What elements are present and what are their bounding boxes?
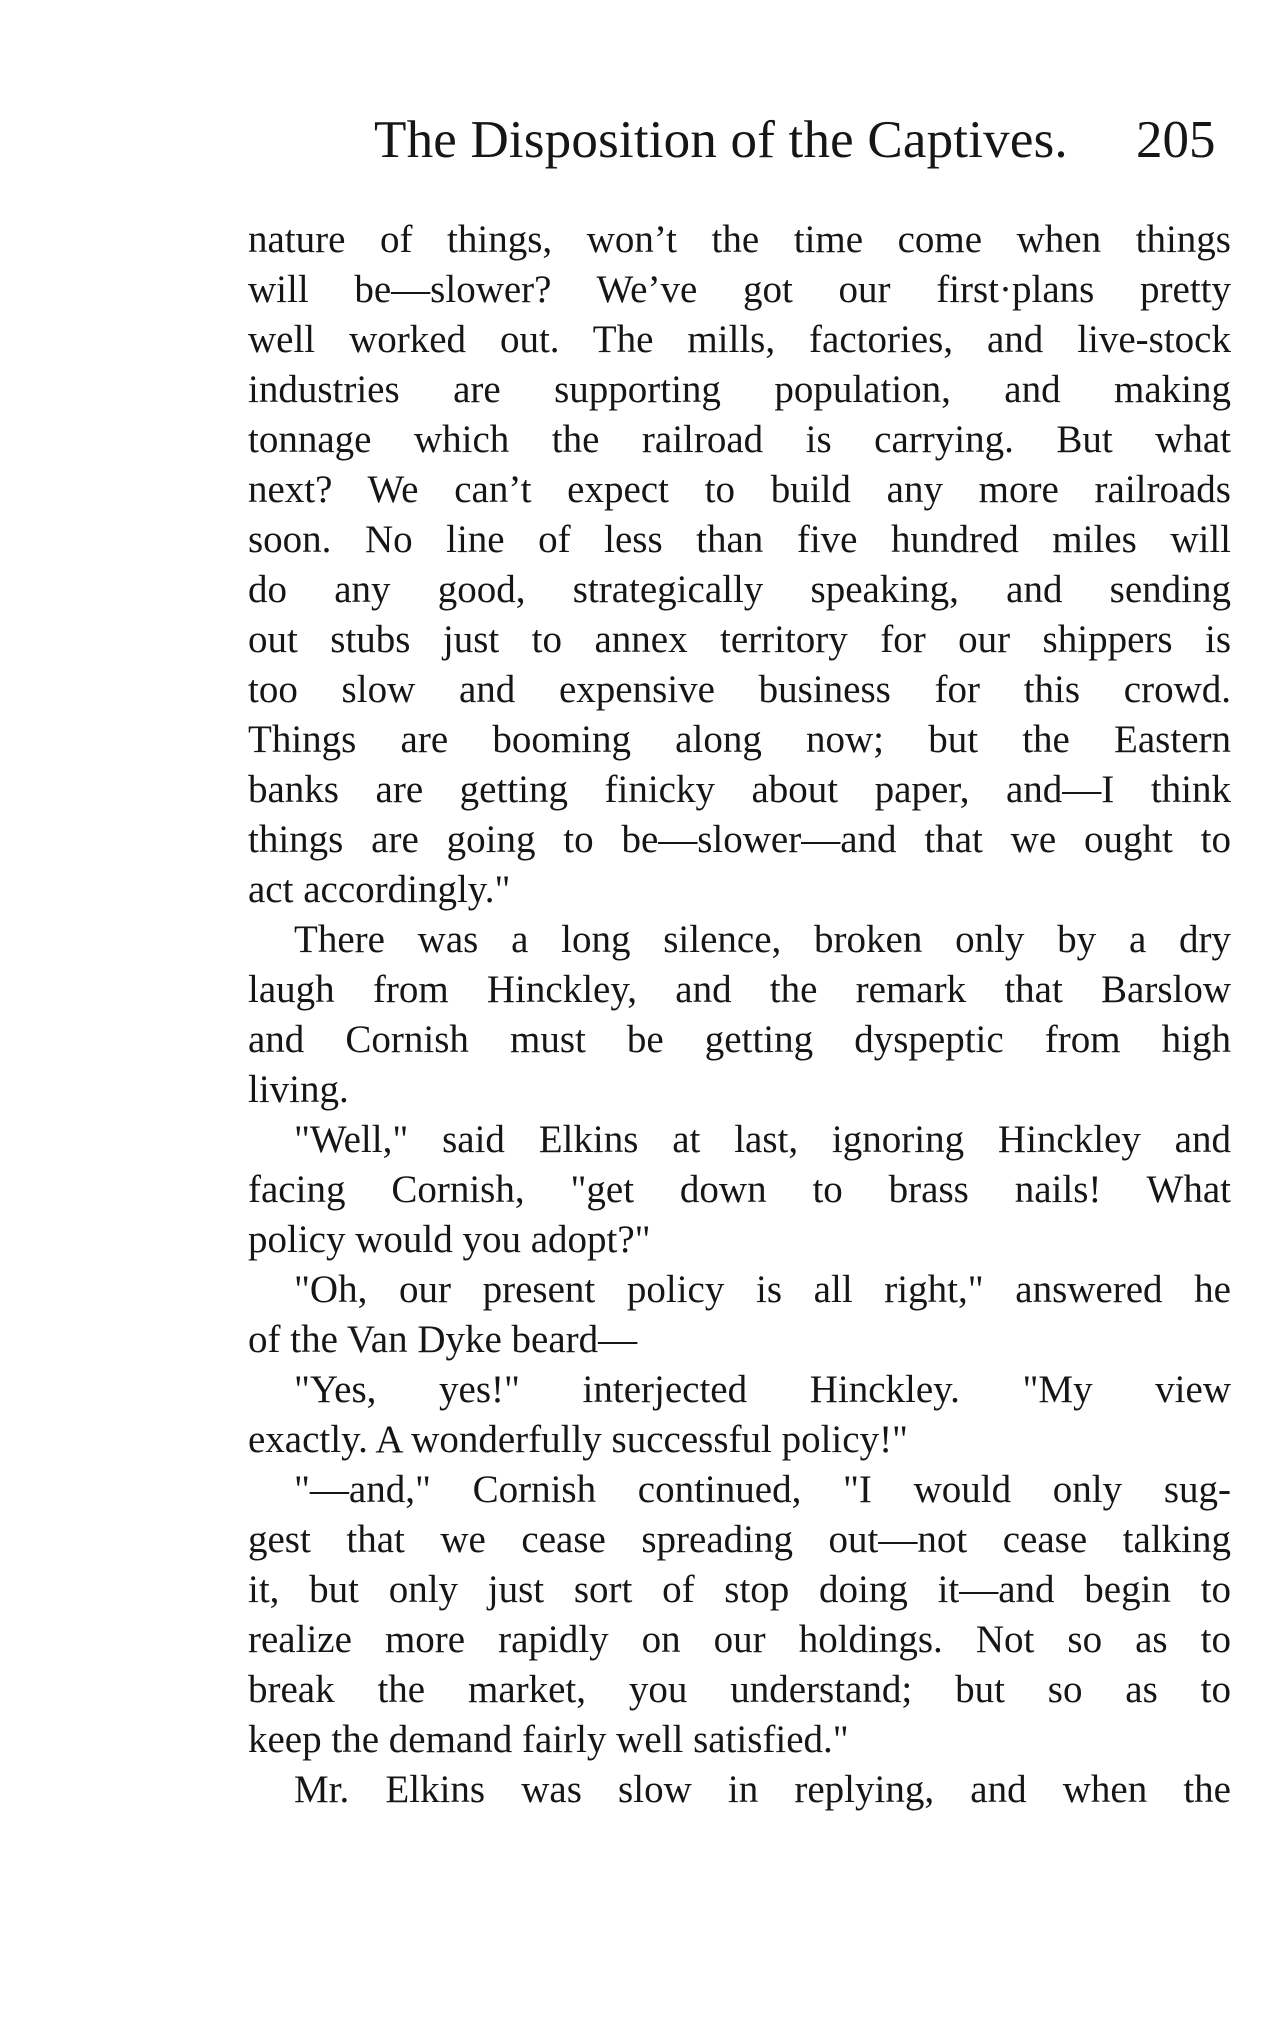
text-line: "Oh, our present policy is all right," answered he — [294, 1268, 1231, 1311]
text-line: exactly. A wonderfully successful policy!" — [248, 1418, 908, 1461]
paragraph — [248, 1115, 1231, 1265]
body-text — [248, 215, 1231, 1815]
text-line: nature of things, won’t the time come when things — [248, 218, 1231, 261]
text-line: living. — [248, 1068, 349, 1111]
text-line: realize more rapidly on our holdings. Not so as to — [248, 1618, 1231, 1661]
paragraph — [248, 915, 1231, 1115]
text-line: break the market, you understand; but so as to — [248, 1668, 1231, 1711]
paragraph — [248, 1365, 1231, 1465]
text-line: well worked out. The mills, factories, and live-stock — [248, 318, 1231, 361]
text-line: and Cornish must be getting dyspeptic from high — [248, 1018, 1231, 1061]
text-line: laugh from Hinckley, and the remark that Barslow — [248, 968, 1231, 1011]
text-line: Things are booming along now; but the Eastern — [248, 718, 1231, 761]
text-line: it, but only just sort of stop doing it—and begin to — [248, 1568, 1231, 1611]
paragraph — [248, 1465, 1231, 1765]
paragraph — [248, 1765, 1231, 1815]
text-line: facing Cornish, "get down to brass nails! What — [248, 1168, 1231, 1211]
text-line: of the Van Dyke beard— — [248, 1318, 638, 1361]
text-line: policy would you adopt?" — [248, 1218, 651, 1261]
page-number: 205 — [1136, 111, 1216, 169]
text-line: do any good, strategically speaking, and sending — [248, 568, 1231, 611]
text-line: act accordingly." — [248, 868, 511, 911]
text-line: things are going to be—slower—and that we ought to — [248, 818, 1231, 861]
text-line: There was a long silence, broken only by a dry — [294, 918, 1231, 961]
text-line: will be—slower? We’ve got our first·plans pretty — [248, 268, 1231, 311]
text-line: "—and," Cornish continued, "I would only sug- — [294, 1468, 1231, 1511]
text-line: keep the demand fairly well satisfied." — [248, 1718, 849, 1761]
text-line: out stubs just to annex territory for our shippers is — [248, 618, 1231, 661]
text-line: gest that we cease spreading out—not cease talking — [248, 1518, 1231, 1561]
text-line: "Yes, yes!" interjected Hinckley. "My view — [294, 1368, 1231, 1411]
text-line: too slow and expensive business for this crowd. — [248, 668, 1231, 711]
page-header — [374, 108, 1234, 172]
text-line: banks are getting finicky about paper, and—I think — [248, 768, 1231, 811]
text-line: soon. No line of less than five hundred miles will — [248, 518, 1231, 561]
text-line: "Well," said Elkins at last, ignoring Hinckley and — [294, 1118, 1231, 1161]
text-line: next? We can’t expect to build any more railroads — [248, 468, 1231, 511]
paragraph — [248, 215, 1231, 915]
text-line: Mr. Elkins was slow in replying, and when the — [294, 1768, 1231, 1811]
paragraph — [248, 1265, 1231, 1365]
text-line: industries are supporting population, and making — [248, 368, 1231, 411]
text-line: tonnage which the railroad is carrying. But what — [248, 418, 1231, 461]
running-title: The Disposition of the Captives. — [374, 111, 1068, 169]
